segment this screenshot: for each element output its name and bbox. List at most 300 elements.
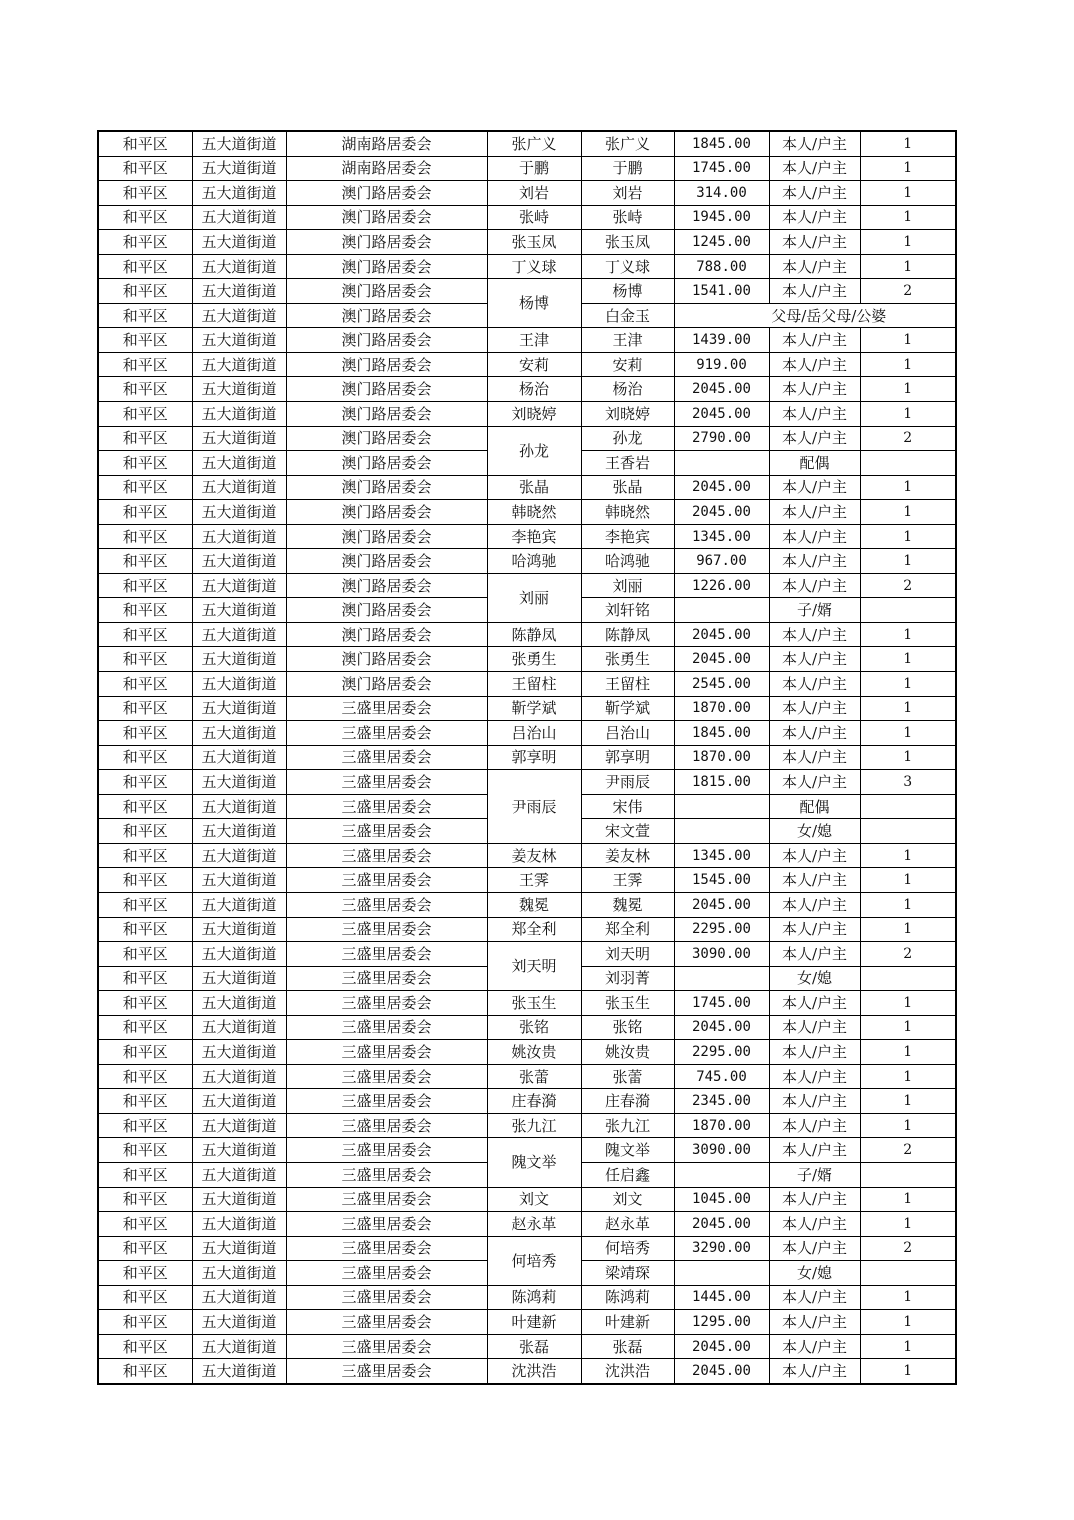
member-cell: 吕治山 <box>581 721 674 746</box>
district-cell: 和平区 <box>98 598 192 623</box>
applicant-cell: 叶建新 <box>487 1310 581 1335</box>
count-cell: 3 <box>860 770 956 795</box>
relation-cell: 本人/户主 <box>769 205 860 230</box>
member-cell: 尹雨辰 <box>581 770 674 795</box>
member-cell: 王津 <box>581 328 674 353</box>
committee-cell: 澳门路居委会 <box>286 377 487 402</box>
district-cell: 和平区 <box>98 573 192 598</box>
relation-cell: 本人/户主 <box>769 1113 860 1138</box>
committee-cell: 澳门路居委会 <box>286 524 487 549</box>
committee-cell: 澳门路居委会 <box>286 352 487 377</box>
count-cell: 2 <box>860 426 956 451</box>
relation-cell: 本人/户主 <box>769 745 860 770</box>
relation-cell: 本人/户主 <box>769 1064 860 1089</box>
amount-cell <box>674 1261 769 1286</box>
count-cell: 1 <box>860 254 956 279</box>
member-cell: 张玉凤 <box>581 230 674 255</box>
member-cell: 张峙 <box>581 205 674 230</box>
member-cell: 安莉 <box>581 352 674 377</box>
district-cell: 和平区 <box>98 524 192 549</box>
committee-cell: 三盛里居委会 <box>286 1212 487 1237</box>
member-cell: 哈鸿驰 <box>581 549 674 574</box>
amount-cell: 2045.00 <box>674 1212 769 1237</box>
table-row <box>98 549 956 574</box>
member-cell: 刘羽菁 <box>581 966 674 991</box>
district-cell: 和平区 <box>98 917 192 942</box>
committee-cell: 三盛里居委会 <box>286 1285 487 1310</box>
relation-cell: 本人/户主 <box>769 672 860 697</box>
amount-cell <box>674 794 769 819</box>
street-cell: 五大道街道 <box>192 1261 286 1286</box>
amount-cell: 1045.00 <box>674 1187 769 1212</box>
count-cell: 2 <box>860 942 956 967</box>
count-cell: 1 <box>860 1089 956 1114</box>
applicant-cell: 魏冕 <box>487 892 581 917</box>
relation-cell: 本人/户主 <box>769 843 860 868</box>
relation-cell: 本人/户主 <box>769 230 860 255</box>
committee-cell: 三盛里居委会 <box>286 1064 487 1089</box>
applicant-cell: 张铭 <box>487 1015 581 1040</box>
street-cell: 五大道街道 <box>192 524 286 549</box>
count-cell: 2 <box>860 1138 956 1163</box>
relation-cell: 本人/户主 <box>769 254 860 279</box>
street-cell: 五大道街道 <box>192 1310 286 1335</box>
district-cell: 和平区 <box>98 794 192 819</box>
amount-cell <box>674 451 769 476</box>
street-cell: 五大道街道 <box>192 1236 286 1261</box>
committee-cell: 澳门路居委会 <box>286 402 487 427</box>
applicant-cell: 陈鸿莉 <box>487 1285 581 1310</box>
table-row <box>98 181 956 206</box>
table-row <box>98 131 956 156</box>
amount-cell <box>674 598 769 623</box>
table-row <box>98 524 956 549</box>
district-cell: 和平区 <box>98 254 192 279</box>
committee-cell: 三盛里居委会 <box>286 1138 487 1163</box>
district-cell: 和平区 <box>98 942 192 967</box>
amount-cell <box>674 1162 769 1187</box>
count-cell: 1 <box>860 156 956 181</box>
amount-cell: 1815.00 <box>674 770 769 795</box>
district-cell: 和平区 <box>98 721 192 746</box>
applicant-cell: 张九江 <box>487 1113 581 1138</box>
count-cell: 1 <box>860 721 956 746</box>
table-row <box>98 1285 956 1310</box>
member-cell: 韩晓然 <box>581 500 674 525</box>
applicant-cell: 杨博 <box>487 279 581 328</box>
relation-cell: 配偶 <box>769 794 860 819</box>
amount-cell: 2295.00 <box>674 917 769 942</box>
committee-cell: 澳门路居委会 <box>286 205 487 230</box>
amount-cell: 2045.00 <box>674 402 769 427</box>
district-cell: 和平区 <box>98 892 192 917</box>
count-cell: 1 <box>860 1064 956 1089</box>
applicant-cell: 靳学斌 <box>487 696 581 721</box>
amount-cell: 1745.00 <box>674 991 769 1016</box>
amount-cell: 3290.00 <box>674 1236 769 1261</box>
count-cell: 1 <box>860 377 956 402</box>
table-row <box>98 279 956 304</box>
committee-cell: 三盛里居委会 <box>286 721 487 746</box>
committee-cell: 三盛里居委会 <box>286 1334 487 1359</box>
district-cell: 和平区 <box>98 991 192 1016</box>
committee-cell: 三盛里居委会 <box>286 770 487 795</box>
member-cell: 张晶 <box>581 475 674 500</box>
amount-cell: 1845.00 <box>674 131 769 156</box>
applicant-cell: 李艳宾 <box>487 524 581 549</box>
applicant-cell: 郭享明 <box>487 745 581 770</box>
committee-cell: 澳门路居委会 <box>286 328 487 353</box>
street-cell: 五大道街道 <box>192 1187 286 1212</box>
committee-cell: 三盛里居委会 <box>286 942 487 967</box>
table-row <box>98 1113 956 1138</box>
member-cell: 赵永革 <box>581 1212 674 1237</box>
district-cell: 和平区 <box>98 181 192 206</box>
committee-cell: 三盛里居委会 <box>286 892 487 917</box>
district-cell: 和平区 <box>98 230 192 255</box>
applicant-cell: 刘岩 <box>487 181 581 206</box>
count-cell <box>860 819 956 844</box>
district-cell: 和平区 <box>98 1113 192 1138</box>
amount-cell: 919.00 <box>674 352 769 377</box>
street-cell: 五大道街道 <box>192 303 286 328</box>
relation-cell: 女/媳 <box>769 1261 860 1286</box>
member-cell: 王留柱 <box>581 672 674 697</box>
applicant-cell: 王霁 <box>487 868 581 893</box>
table-row <box>98 991 956 1016</box>
relation-cell: 本人/户主 <box>769 475 860 500</box>
committee-cell: 三盛里居委会 <box>286 1261 487 1286</box>
table-row <box>98 745 956 770</box>
committee-cell: 澳门路居委会 <box>286 598 487 623</box>
count-cell: 1 <box>860 696 956 721</box>
relation-cell: 本人/户主 <box>769 1212 860 1237</box>
district-cell: 和平区 <box>98 402 192 427</box>
relation-cell: 本人/户主 <box>769 1334 860 1359</box>
table-row <box>98 1064 956 1089</box>
amount-cell: 2045.00 <box>674 1334 769 1359</box>
committee-cell: 湖南路居委会 <box>286 156 487 181</box>
amount-cell: 1245.00 <box>674 230 769 255</box>
count-cell: 1 <box>860 1334 956 1359</box>
amount-cell <box>674 819 769 844</box>
district-cell: 和平区 <box>98 1089 192 1114</box>
amount-cell: 745.00 <box>674 1064 769 1089</box>
committee-cell: 澳门路居委会 <box>286 500 487 525</box>
street-cell: 五大道街道 <box>192 451 286 476</box>
amount-cell: 2045.00 <box>674 377 769 402</box>
relation-cell: 本人/户主 <box>769 377 860 402</box>
amount-cell: 1445.00 <box>674 1285 769 1310</box>
applicant-cell: 刘丽 <box>487 573 581 622</box>
relation-cell: 子/婿 <box>769 1162 860 1187</box>
amount-cell: 1345.00 <box>674 524 769 549</box>
committee-cell: 三盛里居委会 <box>286 819 487 844</box>
member-cell: 白金玉 <box>581 303 674 328</box>
applicant-cell: 张玉凤 <box>487 230 581 255</box>
amount-cell: 2345.00 <box>674 1089 769 1114</box>
street-cell: 五大道街道 <box>192 868 286 893</box>
applicant-cell: 王留柱 <box>487 672 581 697</box>
table-row <box>98 328 956 353</box>
member-cell: 何培秀 <box>581 1236 674 1261</box>
applicant-cell: 杨治 <box>487 377 581 402</box>
amount-cell: 1870.00 <box>674 1113 769 1138</box>
amount-cell: 3090.00 <box>674 1138 769 1163</box>
committee-cell: 澳门路居委会 <box>286 426 487 451</box>
street-cell: 五大道街道 <box>192 696 286 721</box>
member-cell: 李艳宾 <box>581 524 674 549</box>
member-cell: 刘晓婷 <box>581 402 674 427</box>
amount-cell: 1870.00 <box>674 696 769 721</box>
count-cell: 1 <box>860 131 956 156</box>
relation-cell: 本人/户主 <box>769 426 860 451</box>
table-row <box>98 1236 956 1261</box>
member-cell: 张铭 <box>581 1015 674 1040</box>
committee-cell: 澳门路居委会 <box>286 279 487 304</box>
applicant-cell: 刘晓婷 <box>487 402 581 427</box>
table-row <box>98 1334 956 1359</box>
count-cell <box>860 966 956 991</box>
street-cell: 五大道街道 <box>192 1089 286 1114</box>
street-cell: 五大道街道 <box>192 328 286 353</box>
district-cell: 和平区 <box>98 966 192 991</box>
street-cell: 五大道街道 <box>192 279 286 304</box>
district-cell: 和平区 <box>98 1334 192 1359</box>
applicant-cell: 何培秀 <box>487 1236 581 1285</box>
district-cell: 和平区 <box>98 279 192 304</box>
applicant-cell: 张磊 <box>487 1334 581 1359</box>
committee-cell: 三盛里居委会 <box>286 843 487 868</box>
count-cell: 1 <box>860 524 956 549</box>
amount-cell: 967.00 <box>674 549 769 574</box>
table-row <box>98 475 956 500</box>
amount-cell: 1545.00 <box>674 868 769 893</box>
relation-cell: 本人/户主 <box>769 1359 860 1384</box>
member-cell: 姚汝贵 <box>581 1040 674 1065</box>
table-row <box>98 917 956 942</box>
relation-cell: 本人/户主 <box>769 1138 860 1163</box>
relation-cell: 本人/户主 <box>769 1187 860 1212</box>
district-cell: 和平区 <box>98 1310 192 1335</box>
relation-cell: 本人/户主 <box>769 328 860 353</box>
amount-cell: 2045.00 <box>674 475 769 500</box>
applicant-cell: 尹雨辰 <box>487 770 581 844</box>
count-cell: 1 <box>860 328 956 353</box>
member-cell: 梁靖琛 <box>581 1261 674 1286</box>
relation-cell: 本人/户主 <box>769 991 860 1016</box>
table-row <box>98 1089 956 1114</box>
member-cell: 张勇生 <box>581 647 674 672</box>
district-cell: 和平区 <box>98 205 192 230</box>
street-cell: 五大道街道 <box>192 181 286 206</box>
street-cell: 五大道街道 <box>192 156 286 181</box>
count-cell <box>860 794 956 819</box>
relation-cell: 本人/户主 <box>769 696 860 721</box>
member-cell: 陈静凤 <box>581 622 674 647</box>
member-cell: 张九江 <box>581 1113 674 1138</box>
count-cell: 2 <box>860 1236 956 1261</box>
table-row <box>98 1138 956 1163</box>
applicant-cell: 沈洪浩 <box>487 1359 581 1384</box>
district-cell: 和平区 <box>98 843 192 868</box>
relation-cell: 本人/户主 <box>769 1015 860 1040</box>
table-row <box>98 696 956 721</box>
member-cell: 姜友林 <box>581 843 674 868</box>
relation-cell: 本人/户主 <box>769 181 860 206</box>
applicant-cell: 隗文举 <box>487 1138 581 1187</box>
applicant-cell: 丁义球 <box>487 254 581 279</box>
committee-cell: 三盛里居委会 <box>286 1187 487 1212</box>
street-cell: 五大道街道 <box>192 254 286 279</box>
amount-cell: 1226.00 <box>674 573 769 598</box>
street-cell: 五大道街道 <box>192 917 286 942</box>
applicant-cell: 张峙 <box>487 205 581 230</box>
amount-cell: 314.00 <box>674 181 769 206</box>
applicant-cell: 刘文 <box>487 1187 581 1212</box>
count-cell: 1 <box>860 868 956 893</box>
committee-cell: 澳门路居委会 <box>286 622 487 647</box>
street-cell: 五大道街道 <box>192 1212 286 1237</box>
district-cell: 和平区 <box>98 426 192 451</box>
district-cell: 和平区 <box>98 328 192 353</box>
relation-cell: 本人/户主 <box>769 942 860 967</box>
count-cell <box>860 598 956 623</box>
street-cell: 五大道街道 <box>192 500 286 525</box>
street-cell: 五大道街道 <box>192 402 286 427</box>
member-cell: 郑全利 <box>581 917 674 942</box>
count-cell <box>860 1162 956 1187</box>
count-cell: 2 <box>860 279 956 304</box>
district-cell: 和平区 <box>98 377 192 402</box>
amount-cell: 1945.00 <box>674 205 769 230</box>
table-row <box>98 770 956 795</box>
member-cell: 宋文萱 <box>581 819 674 844</box>
amount-cell: 2045.00 <box>674 622 769 647</box>
street-cell: 五大道街道 <box>192 377 286 402</box>
table-row <box>98 647 956 672</box>
relation-cell: 本人/户主 <box>769 892 860 917</box>
count-cell: 2 <box>860 573 956 598</box>
relation-cell: 本人/户主 <box>769 156 860 181</box>
member-cell: 张磊 <box>581 1334 674 1359</box>
committee-cell: 澳门路居委会 <box>286 303 487 328</box>
district-cell: 和平区 <box>98 1138 192 1163</box>
street-cell: 五大道街道 <box>192 672 286 697</box>
street-cell: 五大道街道 <box>192 205 286 230</box>
district-cell: 和平区 <box>98 745 192 770</box>
street-cell: 五大道街道 <box>192 942 286 967</box>
amount-cell: 2295.00 <box>674 1040 769 1065</box>
table-row <box>98 230 956 255</box>
committee-cell: 三盛里居委会 <box>286 1310 487 1335</box>
table-body <box>98 131 956 1384</box>
count-cell: 1 <box>860 1040 956 1065</box>
district-cell: 和平区 <box>98 622 192 647</box>
household-roster-table <box>97 130 957 1385</box>
district-cell: 和平区 <box>98 819 192 844</box>
applicant-cell: 郑全利 <box>487 917 581 942</box>
applicant-cell: 韩晓然 <box>487 500 581 525</box>
street-cell: 五大道街道 <box>192 1162 286 1187</box>
count-cell <box>860 1261 956 1286</box>
district-cell: 和平区 <box>98 1162 192 1187</box>
table-row <box>98 426 956 451</box>
table-row <box>98 672 956 697</box>
district-cell: 和平区 <box>98 500 192 525</box>
committee-cell: 澳门路居委会 <box>286 451 487 476</box>
relation-cell: 本人/户主 <box>769 868 860 893</box>
amount-cell: 2045.00 <box>674 500 769 525</box>
applicant-cell: 张蕾 <box>487 1064 581 1089</box>
applicant-cell: 刘天明 <box>487 942 581 991</box>
amount-cell: 2045.00 <box>674 1015 769 1040</box>
member-cell: 张广义 <box>581 131 674 156</box>
relation-cell: 本人/户主 <box>769 524 860 549</box>
district-cell: 和平区 <box>98 303 192 328</box>
applicant-cell: 庄春漪 <box>487 1089 581 1114</box>
count-cell: 1 <box>860 1285 956 1310</box>
applicant-cell: 吕治山 <box>487 721 581 746</box>
committee-cell: 三盛里居委会 <box>286 1113 487 1138</box>
district-cell: 和平区 <box>98 1064 192 1089</box>
relation-cell: 本人/户主 <box>769 1285 860 1310</box>
member-cell: 张玉生 <box>581 991 674 1016</box>
applicant-cell: 陈静凤 <box>487 622 581 647</box>
table-row <box>98 500 956 525</box>
relation-cell: 本人/户主 <box>769 1310 860 1335</box>
street-cell: 五大道街道 <box>192 598 286 623</box>
member-cell: 王霁 <box>581 868 674 893</box>
committee-cell: 澳门路居委会 <box>286 672 487 697</box>
street-cell: 五大道街道 <box>192 573 286 598</box>
district-cell: 和平区 <box>98 549 192 574</box>
count-cell: 1 <box>860 1015 956 1040</box>
relation-cell: 本人/户主 <box>769 573 860 598</box>
table-row <box>98 892 956 917</box>
member-cell: 靳学斌 <box>581 696 674 721</box>
committee-cell: 三盛里居委会 <box>286 1015 487 1040</box>
member-cell: 陈鸿莉 <box>581 1285 674 1310</box>
count-cell: 1 <box>860 549 956 574</box>
table-row <box>98 1212 956 1237</box>
street-cell: 五大道街道 <box>192 770 286 795</box>
street-cell: 五大道街道 <box>192 1064 286 1089</box>
relation-cell: 本人/户主 <box>769 279 860 304</box>
member-cell: 王香岩 <box>581 451 674 476</box>
district-cell: 和平区 <box>98 1212 192 1237</box>
amount-cell: 1845.00 <box>674 721 769 746</box>
street-cell: 五大道街道 <box>192 1334 286 1359</box>
member-cell: 杨博 <box>581 279 674 304</box>
committee-cell: 三盛里居委会 <box>286 1236 487 1261</box>
count-cell: 1 <box>860 475 956 500</box>
member-cell: 杨治 <box>581 377 674 402</box>
applicant-cell: 赵永革 <box>487 1212 581 1237</box>
applicant-cell: 孙龙 <box>487 426 581 475</box>
count-cell: 1 <box>860 1310 956 1335</box>
table-row <box>98 1359 956 1384</box>
member-cell: 沈洪浩 <box>581 1359 674 1384</box>
district-cell: 和平区 <box>98 131 192 156</box>
table-row <box>98 1187 956 1212</box>
count-cell: 1 <box>860 181 956 206</box>
district-cell: 和平区 <box>98 647 192 672</box>
table-row <box>98 843 956 868</box>
district-cell: 和平区 <box>98 1187 192 1212</box>
count-cell: 1 <box>860 1113 956 1138</box>
table-row <box>98 352 956 377</box>
